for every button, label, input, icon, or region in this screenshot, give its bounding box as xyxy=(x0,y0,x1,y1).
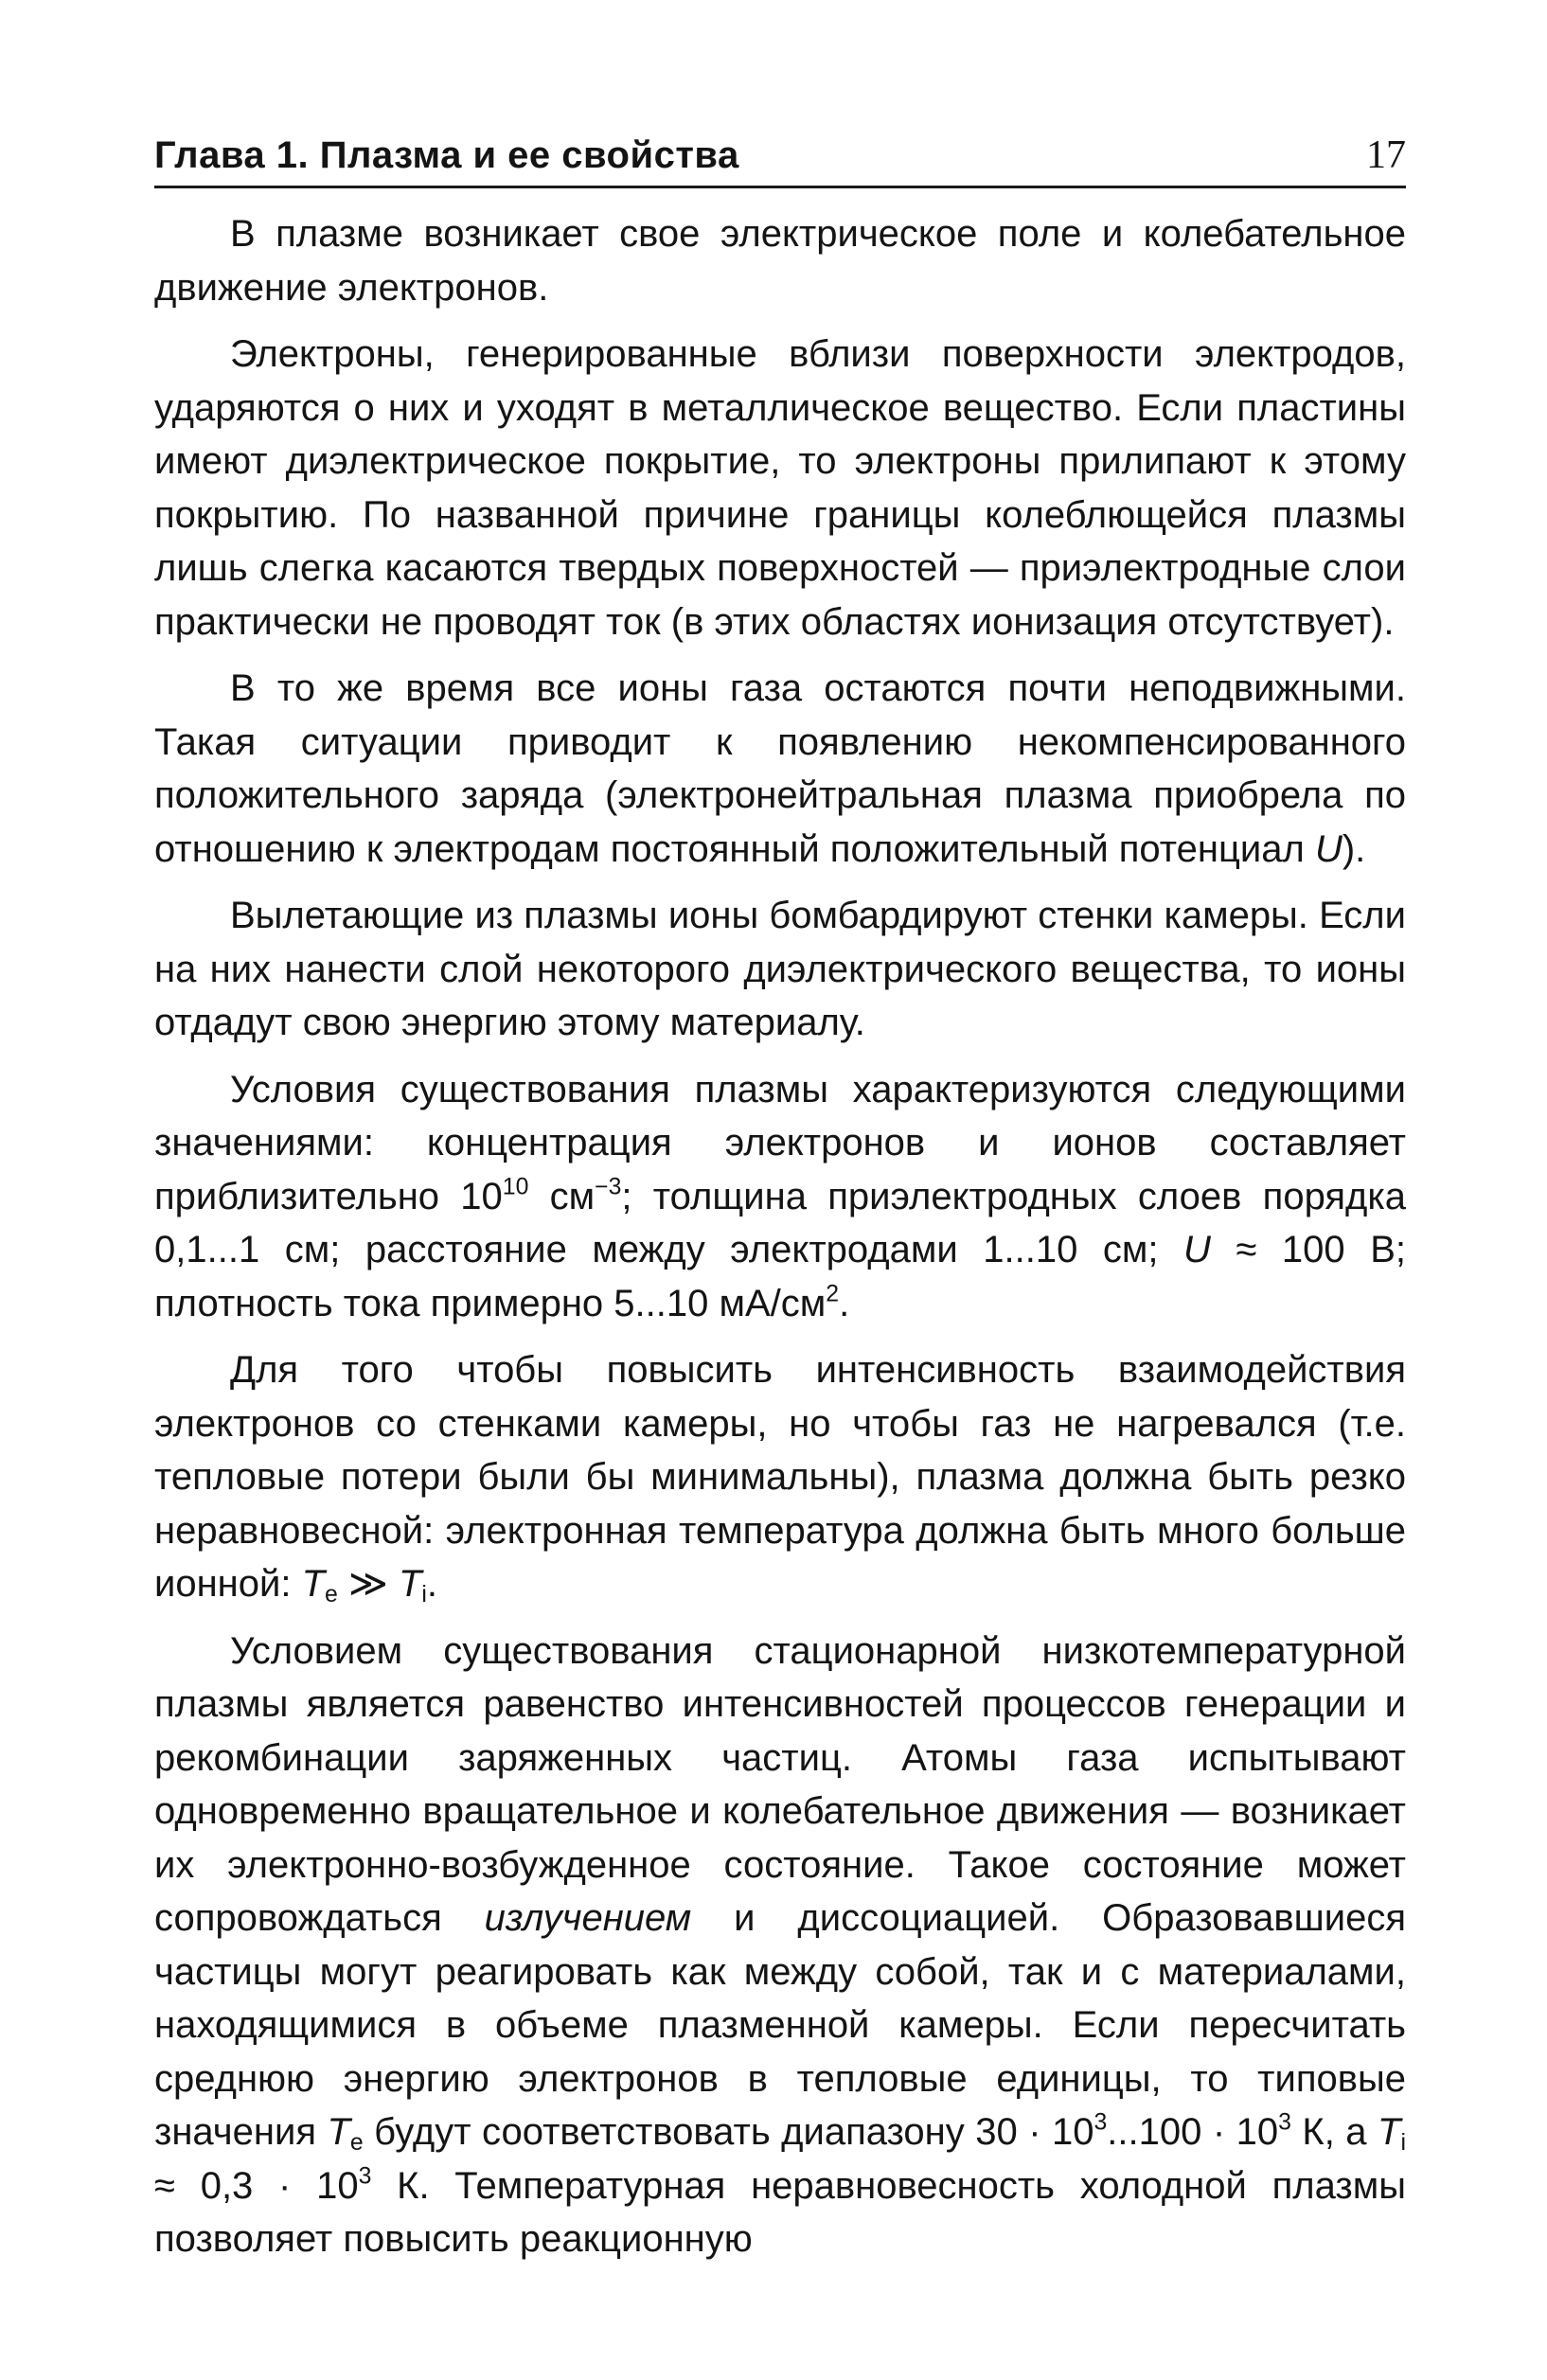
page-number: 17 xyxy=(1366,133,1406,177)
text-run: . xyxy=(426,1563,438,1605)
superscript: 3 xyxy=(1094,2109,1108,2136)
body-text xyxy=(154,207,1406,2266)
text-run: ...100 · 10 xyxy=(1107,2111,1279,2153)
superscript: −3 xyxy=(595,1174,622,1200)
paragraph-3 xyxy=(154,662,1406,876)
text-run: Для того чтобы повысить интенсивность взаимодействия электронов со стенками камеры, но чтобы газ не нагревался (т.е. тепловые потери были бы минимальны), плазма должна быть резко неравновесной: электронная температура должна быть много больше ионной: xyxy=(154,1349,1406,1605)
subscript: i xyxy=(421,1582,427,1608)
text-run: Условием существования стационарной низкотемпературной плазмы является равенство интенсивностей процессов генерации и рекомбинации заряженных частиц. Атомы газа испытывают одновременно вращательное и колебательное движения — возникает их электронно-возбужденное состояние. Такое состояние может сопровождаться xyxy=(154,1629,1406,1939)
subscript: e xyxy=(325,1582,338,1608)
text-run: и диссоциацией. Образовавшиеся частицы могут реагировать как между собой, так и с материалами, находящимися в объеме плазменной камеры. Если пересчитать среднюю энергию электронов в тепловые единицы, то типовые значения xyxy=(154,1897,1407,2153)
paragraph-7 xyxy=(154,1625,1406,2266)
running-header xyxy=(154,133,1406,188)
text-run: ≈ 0,3 · 10 xyxy=(154,2164,359,2207)
superscript: 2 xyxy=(826,1281,840,1307)
superscript: 10 xyxy=(502,1174,529,1200)
symbol-t: T xyxy=(398,1563,422,1605)
superscript: 3 xyxy=(358,2163,372,2190)
text-run: ≈ 100 В; плотность тока примерно 5...10 мА/см xyxy=(154,1229,1406,1324)
text-run: см xyxy=(528,1175,596,1217)
text-run: К, а xyxy=(1290,2111,1378,2153)
text-run: ; толщина приэлектродных слоев порядка 0,1...1 см; расстояние между электродами 1...10 см; xyxy=(154,1175,1406,1270)
subscript: i xyxy=(1400,2130,1406,2157)
paragraph-1: В плазме возникает свое электрическое поле и колебательное движение электронов. xyxy=(154,213,1406,309)
symbol-t: T xyxy=(327,2111,350,2153)
symbol-t: T xyxy=(1378,2111,1401,2153)
paragraph-4: Вылетающие из плазмы ионы бомбардируют стенки камеры. Если на них нанести слой некоторого диэлектрического вещества, то ионы отдадут свою энергию этому материалу. xyxy=(154,895,1406,1043)
symbol-u: U xyxy=(1183,1229,1211,1270)
text-run: В то же время все ионы газа остаются почти неподвижными. Такая ситуации приводит к появлению некомпенсированного положительного заряда (электронейтральная плазма приобрела по отношению к электродам постоянный положительный потенциал xyxy=(154,667,1406,870)
book-page xyxy=(154,133,1406,2280)
chapter-title: Глава 1. Плазма и ее свойства xyxy=(154,134,739,176)
superscript: 3 xyxy=(1278,2109,1291,2136)
emphasis: излучением xyxy=(484,1897,692,1939)
text-run: ). xyxy=(1342,827,1366,870)
relation-symbol: ≫ xyxy=(337,1563,399,1605)
symbol-t: T xyxy=(301,1563,326,1605)
text-run: К. Температурная неравновесность холодной плазмы позволяет повысить реакционную xyxy=(154,2164,1406,2260)
symbol-u: U xyxy=(1314,827,1343,870)
subscript: e xyxy=(349,2130,364,2157)
paragraph-6 xyxy=(154,1343,1406,1611)
text-run: . xyxy=(839,1282,850,1324)
text-run: будут соответствовать диапазону 30 · 10 xyxy=(363,2111,1094,2153)
paragraph-2: Электроны, генерированные вблизи поверхности электродов, ударяются о них и уходят в металлическое вещество. Если пластины имеют диэлектрическое покрытие, то электроны прилипают к этому покрытию. По названной причине границы колеблющейся плазмы лишь слегка касаются твердых поверхностей — приэлектродные слои практически не проводят ток (в этих областях ионизация отсутствует). xyxy=(154,333,1406,643)
paragraph-5 xyxy=(154,1063,1406,1331)
text-run: Условия существования плазмы характеризуются следующими значениями: концентрация электронов и ионов составляет приблизительно 10 xyxy=(154,1068,1406,1217)
